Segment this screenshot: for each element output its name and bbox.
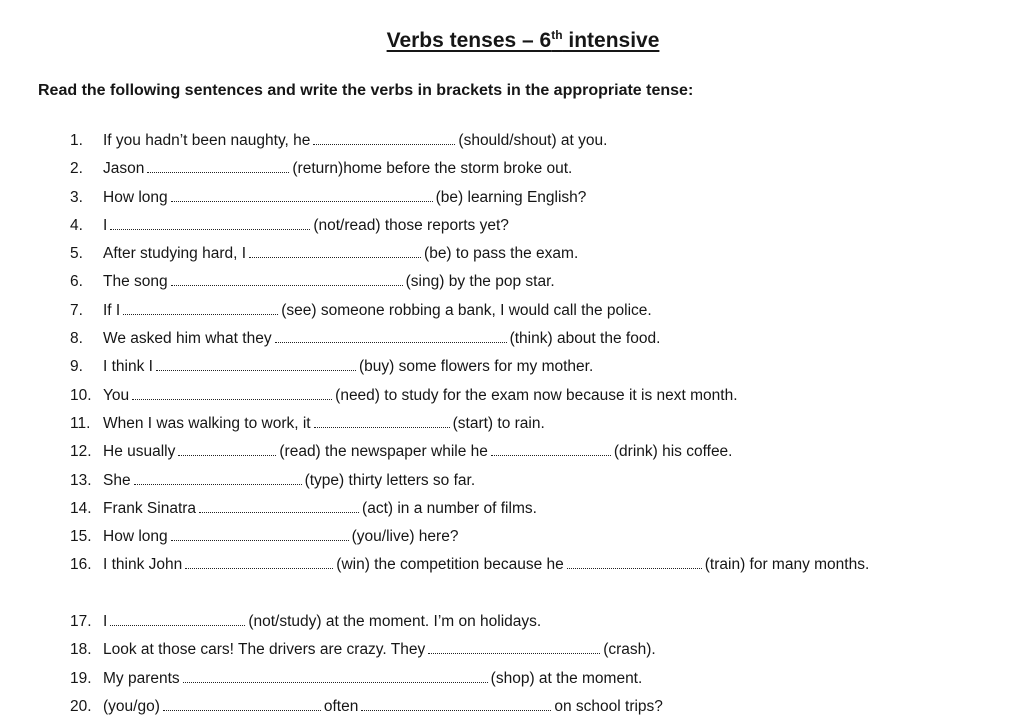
sentence-after-blank: (shop) at the moment. xyxy=(490,669,643,687)
answer-blank[interactable] xyxy=(178,447,276,456)
sentence-after-blank: (train) for many months. xyxy=(704,556,870,574)
sentence-after-blank: (drink) his coffee. xyxy=(613,443,733,461)
item-sentence xyxy=(103,155,1004,183)
item-sentence xyxy=(103,467,1004,495)
sentence-after-blank: (sing) by the pop star. xyxy=(405,273,555,291)
exercise-item xyxy=(0,268,1024,296)
item-number: 19. xyxy=(70,669,92,687)
sentence-before-blank: I xyxy=(103,216,108,234)
sentence-before-blank: After studying hard, I xyxy=(103,245,247,263)
sentence-before-blank: I think John xyxy=(103,556,183,574)
answer-blank[interactable] xyxy=(171,532,349,541)
item-sentence xyxy=(103,636,1004,664)
exercise-item xyxy=(0,608,1024,636)
sentence-before-blank: If you hadn’t been naughty, he xyxy=(103,132,311,149)
sentence-before-blank: When I was walking to work, it xyxy=(103,414,311,432)
item-number: 13. xyxy=(70,471,92,489)
sentence-after-blank: (be) learning English? xyxy=(435,188,587,206)
item-sentence xyxy=(103,551,1004,579)
item-sentence xyxy=(103,212,1004,240)
title-main: Verbs tenses – 6 xyxy=(386,29,552,52)
item-number: 8. xyxy=(70,330,83,348)
sentence-after-blank: (act) in a number of films. xyxy=(362,499,537,517)
exercise-item xyxy=(0,495,1024,523)
exercise-list xyxy=(0,127,1024,721)
item-number: 11. xyxy=(70,414,91,432)
item-number: 18. xyxy=(70,641,92,659)
item-number: 17. xyxy=(70,613,92,631)
sentence-after-blank: (should/shout) at you. xyxy=(458,132,608,149)
item-sentence xyxy=(103,693,1004,721)
answer-blank[interactable] xyxy=(171,277,403,286)
exercise-item xyxy=(0,240,1024,268)
item-sentence xyxy=(103,495,1004,523)
sentence-after-blank: (need) to study for the exam now because it is next month. xyxy=(335,386,738,404)
answer-blank[interactable] xyxy=(314,419,450,428)
exercise-item xyxy=(0,410,1024,438)
item-number: 10. xyxy=(70,386,92,404)
sentence-before-blank: Jason xyxy=(103,160,145,178)
item-sentence xyxy=(103,127,1004,155)
item-number: 1. xyxy=(70,132,83,149)
sentence-after-blank: (be) to pass the exam. xyxy=(424,245,579,263)
sentence-after-blank: (you/live) here? xyxy=(351,528,459,546)
answer-blank[interactable] xyxy=(185,560,333,569)
answer-blank[interactable] xyxy=(275,334,507,343)
item-sentence xyxy=(103,268,1004,296)
item-sentence xyxy=(103,608,1004,636)
item-number: 14. xyxy=(70,499,92,517)
item-number: 2. xyxy=(70,160,83,178)
sentence-before-blank: Look at those cars! The drivers are crazy. They xyxy=(103,641,426,659)
item-sentence xyxy=(103,353,1004,381)
sentence-middle: often xyxy=(323,697,359,715)
item-number: 16. xyxy=(70,556,92,574)
sentence-before-blank: My parents xyxy=(103,669,180,687)
exercise-item xyxy=(0,155,1024,183)
worksheet-title xyxy=(0,28,1024,53)
exercise-item xyxy=(0,325,1024,353)
sentence-before-blank: You xyxy=(103,386,130,404)
answer-blank[interactable] xyxy=(123,306,278,315)
item-sentence xyxy=(103,297,1004,325)
answer-blank[interactable] xyxy=(163,702,321,711)
sentence-before-blank: (you/go) xyxy=(103,697,160,715)
item-sentence xyxy=(103,438,1004,466)
answer-blank[interactable] xyxy=(132,391,332,400)
exercise-item xyxy=(0,297,1024,325)
sentence-middle: (read) the newspaper while he xyxy=(279,443,488,461)
exercise-item xyxy=(0,665,1024,693)
sentence-before-blank: She xyxy=(103,471,131,489)
sentence-after-blank: (not/read) those reports yet? xyxy=(313,216,509,234)
answer-blank[interactable] xyxy=(183,674,488,683)
item-number: 9. xyxy=(70,358,83,376)
sentence-before-blank: If I xyxy=(103,301,121,319)
exercise-item xyxy=(0,523,1024,551)
instruction-text: Read the following sentences and write the verbs in brackets in the appropriate tense: xyxy=(38,82,694,99)
answer-blank[interactable] xyxy=(110,617,245,626)
sentence-after-blank: (return)home before the storm broke out. xyxy=(292,160,573,178)
item-sentence xyxy=(103,523,1004,551)
sentence-after-blank: (not/study) at the moment. I’m on holidays. xyxy=(248,613,542,631)
item-number: 7. xyxy=(70,301,83,319)
item-number: 12. xyxy=(70,443,92,461)
title-superscript: th xyxy=(551,28,563,42)
answer-blank[interactable] xyxy=(134,476,302,485)
item-number: 6. xyxy=(70,273,83,291)
answer-blank[interactable] xyxy=(428,645,600,654)
answer-blank[interactable] xyxy=(171,193,433,202)
item-sentence xyxy=(103,240,1004,268)
answer-blank[interactable] xyxy=(361,702,551,711)
sentence-after-blank: on school trips? xyxy=(554,697,663,715)
sentence-after-blank: (start) to rain. xyxy=(452,414,545,432)
sentence-after-blank: (type) thirty letters so far. xyxy=(304,471,476,489)
sentence-before-blank: I think I xyxy=(103,358,153,376)
item-number: 4. xyxy=(70,216,83,234)
sentence-after-blank: (crash). xyxy=(603,641,656,659)
sentence-after-blank: (buy) some flowers for my mother. xyxy=(358,358,594,376)
title-rest: intensive xyxy=(562,29,660,52)
sentence-after-blank: (think) about the food. xyxy=(509,330,661,348)
sentence-before-blank: The song xyxy=(103,273,168,291)
item-sentence xyxy=(103,382,1004,410)
sentence-after-blank: (see) someone robbing a bank, I would call the police. xyxy=(281,301,652,319)
exercise-item xyxy=(0,467,1024,495)
exercise-item xyxy=(0,353,1024,381)
exercise-item xyxy=(0,636,1024,664)
answer-blank[interactable] xyxy=(567,560,702,569)
item-sentence xyxy=(103,325,1004,353)
item-sentence xyxy=(103,410,1004,438)
exercise-item xyxy=(0,382,1024,410)
answer-blank[interactable] xyxy=(147,164,289,173)
exercise-item xyxy=(0,693,1024,721)
item-sentence xyxy=(103,665,1004,693)
exercise-item xyxy=(0,551,1024,608)
exercise-item xyxy=(0,184,1024,212)
item-number: 20. xyxy=(70,697,92,715)
answer-blank[interactable] xyxy=(249,249,421,258)
item-sentence xyxy=(103,184,1004,212)
exercise-item xyxy=(0,212,1024,240)
sentence-middle: (win) the competition because he xyxy=(336,556,564,574)
answer-blank[interactable] xyxy=(491,447,611,456)
answer-blank[interactable] xyxy=(156,362,356,371)
answer-blank[interactable] xyxy=(313,136,455,145)
exercise-item xyxy=(0,127,1024,155)
exercise-item xyxy=(0,438,1024,466)
sentence-before-blank: We asked him what they xyxy=(103,330,272,348)
sentence-before-blank: How long xyxy=(103,188,168,206)
sentence-before-blank: I xyxy=(103,613,108,631)
item-number: 5. xyxy=(70,245,83,263)
answer-blank[interactable] xyxy=(110,221,310,230)
sentence-before-blank: Frank Sinatra xyxy=(103,499,197,517)
sentence-before-blank: How long xyxy=(103,528,168,546)
item-number: 3. xyxy=(70,188,83,206)
sentence-before-blank: He usually xyxy=(103,443,176,461)
item-number: 15. xyxy=(70,528,92,546)
answer-blank[interactable] xyxy=(199,504,359,513)
